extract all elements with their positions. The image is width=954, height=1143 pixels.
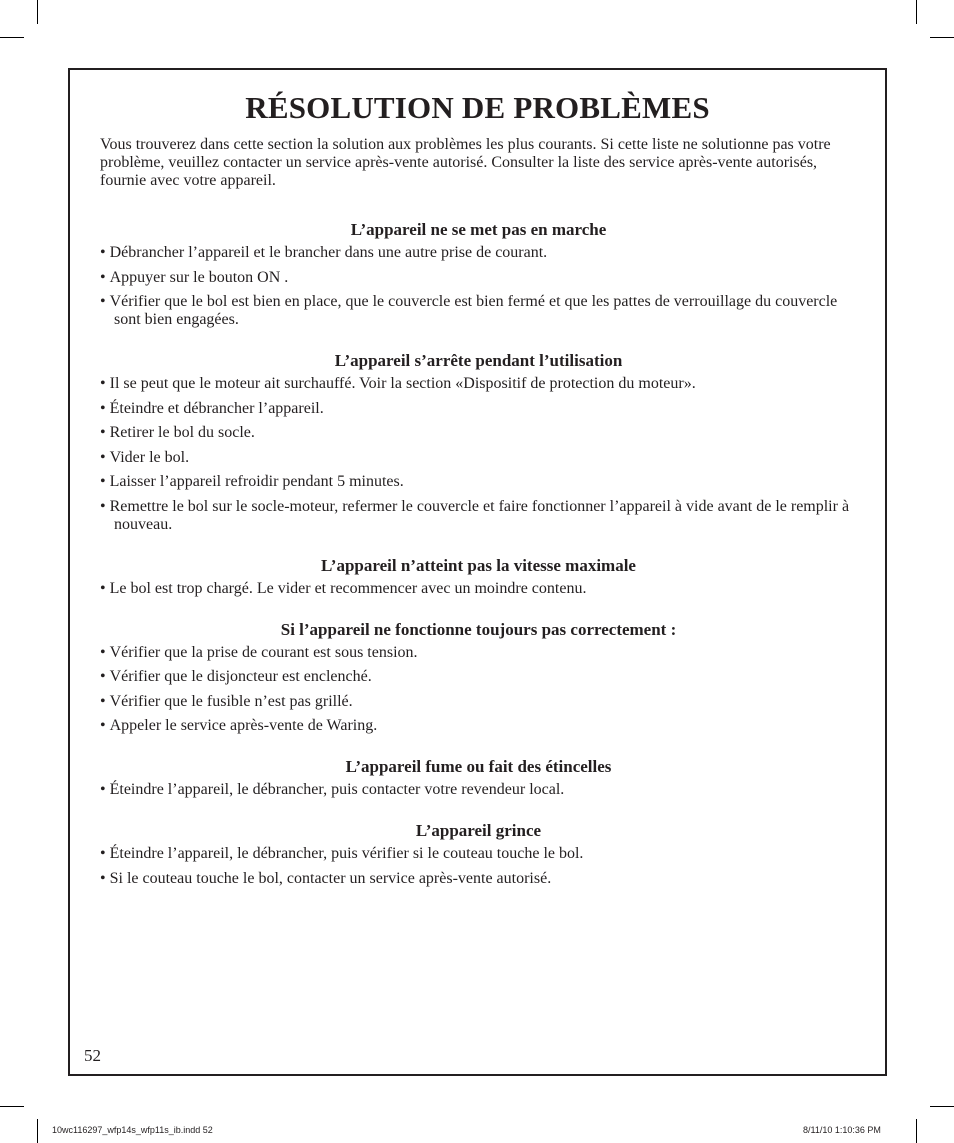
- bullet-list: [100, 580, 857, 598]
- list-item: • Vérifier que le disjoncteur est enclenché.: [100, 668, 857, 686]
- list-item: • Si le couteau touche le bol, contacter un service après-vente autorisé.: [100, 870, 857, 888]
- page-title: RÉSOLUTION DE PROBLÈMES: [245, 90, 710, 125]
- list-item: • Éteindre l’appareil, le débrancher, puis contacter votre revendeur local.: [100, 781, 857, 799]
- troubleshooting-section: [100, 756, 857, 799]
- crop-mark: [0, 37, 24, 38]
- page-frame: [68, 68, 887, 1076]
- list-item: • Il se peut que le moteur ait surchauffé. Voir la section «Dispositif de protection du moteur».: [100, 375, 857, 393]
- slug-filename: 10wc116297_wfp14s_wfp11s_ib.indd 52: [52, 1125, 213, 1135]
- bullet-list: [100, 781, 857, 799]
- section-heading: L’appareil grince: [415, 821, 542, 840]
- section-heading: L’appareil s’arrête pendant l’utilisation: [334, 351, 623, 370]
- crop-mark: [930, 1106, 954, 1107]
- troubleshooting-section: [100, 219, 857, 329]
- bullet-list: [100, 375, 857, 534]
- troubleshooting-section: [100, 619, 857, 736]
- list-item: • Appuyer sur le bouton ON .: [100, 269, 857, 287]
- slug-datetime: 8/11/10 1:10:36 PM: [803, 1125, 881, 1135]
- crop-mark: [37, 1119, 38, 1143]
- list-item: • Vérifier que le fusible n’est pas grillé.: [100, 693, 857, 711]
- troubleshooting-section: [100, 820, 857, 888]
- list-item: • Éteindre et débrancher l’appareil.: [100, 400, 857, 418]
- bullet-list: [100, 845, 857, 888]
- crop-mark: [37, 0, 38, 24]
- list-item: • Vérifier que le bol est bien en place, que le couvercle est bien fermé et que les pattes de verrouillage du couvercle sont bien engagées.: [100, 293, 857, 329]
- section-heading: Si l’appareil ne fonctionne toujours pas correctement :: [280, 619, 677, 639]
- section-heading: L’appareil ne se met pas en marche: [350, 220, 607, 239]
- troubleshooting-sections: [100, 219, 857, 909]
- intro-paragraph: Vous trouverez dans cette section la solution aux problèmes les plus courants. Si cette liste ne solutionne pas votre problème, veuillez contacter un service après-vente autorisé. Consulter la liste des service après-vente autorisés, fournie avec votre appareil.: [100, 136, 831, 189]
- troubleshooting-section: [100, 555, 857, 598]
- troubleshooting-section: [100, 350, 857, 534]
- bullet-list: [100, 244, 857, 329]
- list-item: • Le bol est trop chargé. Le vider et recommencer avec un moindre contenu.: [100, 580, 857, 598]
- list-item: • Laisser l’appareil refroidir pendant 5 minutes.: [100, 473, 857, 491]
- crop-mark: [930, 37, 954, 38]
- section-heading: L’appareil n’atteint pas la vitesse maximale: [321, 555, 636, 575]
- section-heading: L’appareil fume ou fait des étincelles: [345, 757, 612, 776]
- crop-mark: [0, 1106, 24, 1107]
- list-item: • Remettre le bol sur le socle-moteur, refermer le couvercle et faire fonctionner l’appareil à vide avant de le remplir à nouveau.: [100, 498, 857, 534]
- list-item: • Éteindre l’appareil, le débrancher, puis vérifier si le couteau touche le bol.: [100, 845, 857, 863]
- list-item: • Retirer le bol du socle.: [100, 424, 857, 442]
- bullet-list: [100, 644, 857, 736]
- list-item: • Vérifier que la prise de courant est sous tension.: [100, 644, 857, 662]
- crop-mark: [916, 1119, 917, 1143]
- list-item: • Appeler le service après-vente de Waring.: [100, 717, 857, 735]
- list-item: • Débrancher l’appareil et le brancher dans une autre prise de courant.: [100, 244, 857, 262]
- crop-mark: [916, 0, 917, 24]
- page-number: 52: [84, 1046, 101, 1065]
- list-item: • Vider le bol.: [100, 449, 857, 467]
